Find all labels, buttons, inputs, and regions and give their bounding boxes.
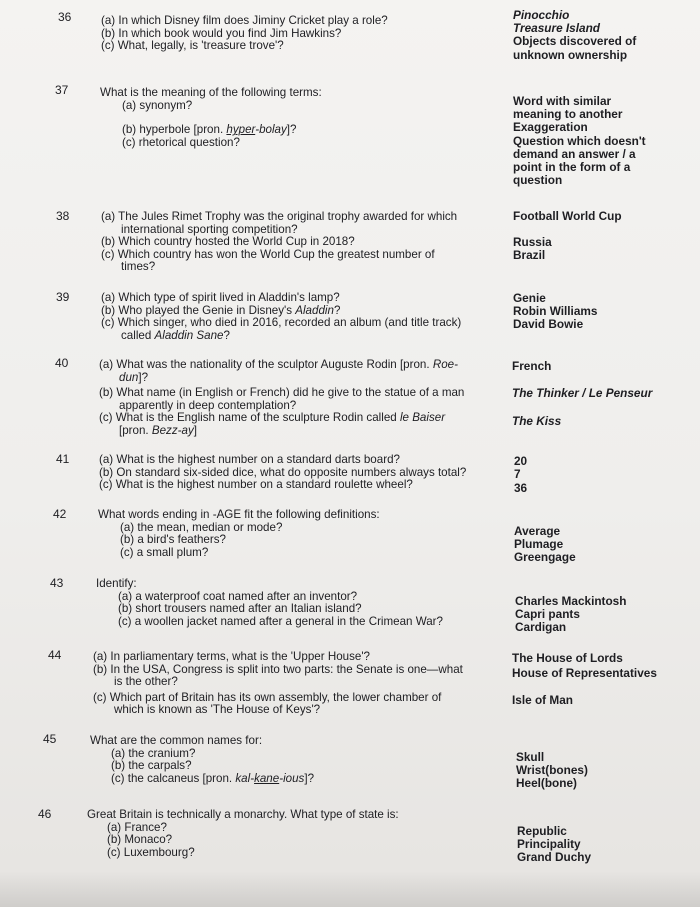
answer-block	[513, 292, 597, 332]
question-line: is the other?	[114, 675, 178, 689]
question-line: (a) the mean, median or mode?	[120, 520, 283, 534]
question-line: (a) a waterproof coat named after an inventor?	[118, 589, 358, 603]
answer-line: Russia	[513, 235, 552, 250]
question-line: (a) What was the nationality of the sculptor Auguste Rodin [pron. Roe-	[99, 358, 458, 371]
question-number: 36	[58, 10, 72, 24]
answer-line: Greengage	[514, 550, 576, 565]
answer-line: David Bowie	[513, 317, 584, 332]
question-text	[98, 509, 380, 559]
question-number: 37	[55, 83, 69, 97]
answer-line: Charles Mackintosh	[515, 594, 627, 608]
question-number: 45	[43, 732, 57, 746]
question-line: (a) Which type of spirit lived in Aladdin's lamp?	[101, 291, 340, 304]
question-line: (a) The Jules Rimet Trophy was the original trophy awarded for which	[101, 210, 458, 223]
question-text	[93, 651, 463, 717]
answer-line: meaning to another	[513, 107, 623, 122]
question-line: (b) Which country hosted the World Cup in 2018?	[101, 235, 355, 249]
answer-block	[513, 210, 622, 263]
answer-line: The Thinker / Le Penseur	[512, 386, 653, 401]
answer-line: French	[512, 359, 552, 373]
answer-line: Capri pants	[515, 607, 580, 622]
question-line: (c) rhetorical question?	[122, 135, 240, 149]
answer-line: Pinocchio	[513, 8, 570, 22]
question-line: (b) In which book would you find Jim Hawkins?	[101, 26, 342, 40]
question-line: (a) In which Disney film does Jiminy Cricket play a role?	[101, 14, 388, 27]
question-text	[90, 735, 314, 785]
answer-block	[512, 652, 657, 708]
question-line: What words ending in -AGE fit the following definitions:	[98, 508, 380, 521]
answer-line: Plumage	[514, 537, 564, 552]
question-text	[87, 809, 399, 859]
question-text	[101, 292, 461, 342]
answer-line: Genie	[513, 291, 546, 305]
question-line: which is known as 'The House of Keys'?	[114, 703, 321, 717]
answer-line: Grand Duchy	[517, 850, 592, 865]
answer-line: 20	[514, 454, 528, 468]
question-line: (c) a woollen jacket named after a general in the Crimean War?	[118, 614, 443, 628]
answer-line: point in the form of a	[513, 160, 631, 175]
question-line: times?	[121, 260, 156, 274]
answer-block	[512, 360, 652, 429]
question-line: [pron. Bezz-ay]	[119, 423, 197, 437]
question-line: (b) a bird's feathers?	[120, 533, 226, 547]
question-number: 38	[56, 209, 70, 223]
answer-line: 7	[514, 467, 521, 482]
answer-line: Cardigan	[515, 620, 567, 635]
answer-line: demand an answer / a	[513, 146, 636, 161]
question-line: (c) Which part of Britain has its own assembly, the lower chamber of	[93, 690, 442, 704]
answer-line: question	[513, 173, 563, 188]
answer-line: Treasure Island	[513, 21, 600, 36]
question-line: (b) the carpals?	[111, 759, 192, 773]
answer-line: Football World Cup	[513, 209, 622, 223]
answer-line: 36	[514, 481, 528, 496]
question-number: 39	[56, 290, 70, 304]
question-line: (a) What is the highest number on a standard darts board?	[99, 453, 400, 466]
question-line: (b) hyperbole [pron. hyper-bolay]?	[122, 123, 297, 137]
answer-line: Skull	[516, 750, 545, 764]
answer-line: The House of Lords	[512, 651, 623, 665]
answer-line: Question which doesn't	[513, 133, 646, 148]
question-line: (c) Luxembourg?	[107, 845, 195, 859]
answer-block	[515, 595, 626, 635]
question-line: (c) What is the highest number on a standard roulette wheel?	[99, 478, 413, 492]
question-text	[96, 578, 443, 628]
answer-block	[516, 751, 588, 791]
page-shadow	[0, 871, 700, 907]
question-line: (a) In parliamentary terms, what is the 'Upper House'?	[93, 650, 370, 663]
question-text	[99, 454, 466, 492]
question-line: international sporting competition?	[121, 222, 298, 236]
question-line: Great Britain is technically a monarchy. What type of state is:	[87, 808, 399, 821]
question-line: (c) What, legally, is 'treasure trove'?	[101, 39, 284, 53]
question-line: (b) In the USA, Congress is split into two parts: the Senate is one—what	[93, 662, 463, 676]
question-text	[99, 359, 464, 438]
question-number: 46	[38, 807, 52, 821]
question-line: Identify:	[96, 577, 137, 590]
answer-line: Average	[514, 524, 561, 538]
answer-line: Republic	[517, 824, 567, 838]
question-text	[101, 15, 388, 53]
question-line: (b) Who played the Genie in Disney's Aladdin?	[101, 303, 341, 317]
answer-line: Isle of Man	[512, 693, 573, 708]
answer-line: Word with similar	[513, 94, 612, 108]
question-line: called Aladdin Sane?	[121, 328, 230, 342]
answer-line: Wrist(bones)	[516, 763, 588, 778]
question-line: (c) What is the English name of the sculpture Rodin called le Baiser	[99, 411, 446, 425]
question-line: What are the common names for:	[90, 734, 263, 747]
answer-block	[514, 455, 527, 496]
question-line: (a) the cranium?	[111, 746, 196, 760]
question-line: (c) the calcaneus [pron. kal-kane-ious]?	[111, 771, 315, 785]
answer-block	[514, 525, 576, 565]
question-text	[100, 87, 322, 149]
question-number: 40	[55, 356, 69, 370]
question-number: 42	[53, 507, 67, 521]
question-line: (c) Which country has won the World Cup the greatest number of	[101, 247, 435, 261]
answer-block	[513, 95, 646, 187]
answer-line: Objects discovered of	[513, 34, 637, 49]
question-number: 43	[50, 576, 64, 590]
question-line: (a) France?	[107, 820, 167, 834]
question-line: (c) a small plum?	[120, 545, 209, 559]
answer-line: House of Representatives	[512, 666, 657, 681]
answer-line: Exaggeration	[513, 120, 588, 135]
question-line: (c) Which singer, who died in 2016, recorded an album (and title track)	[101, 316, 462, 330]
answer-block	[513, 9, 636, 62]
answer-line: Heel(bone)	[516, 776, 577, 791]
answer-line: Principality	[517, 837, 581, 852]
answer-block	[517, 825, 591, 865]
answer-line: unknown ownership	[513, 47, 628, 62]
question-line: (b) short trousers named after an Italian island?	[118, 602, 362, 616]
question-line: (b) What name (in English or French) did he give to the statue of a man	[99, 386, 465, 400]
question-line: (b) On standard six-sided dice, what do opposite numbers always total?	[99, 465, 467, 479]
question-number: 41	[56, 452, 70, 466]
question-line: dun]?	[119, 370, 149, 384]
question-line: (a) synonym?	[122, 98, 193, 112]
answer-line: Brazil	[513, 248, 546, 263]
question-line: apparently in deep contemplation?	[119, 398, 297, 412]
question-line: (b) Monaco?	[107, 833, 173, 847]
answer-line: The Kiss	[512, 414, 562, 429]
answer-line: Robin Williams	[513, 304, 598, 319]
question-number: 44	[48, 648, 62, 662]
question-text	[101, 211, 457, 274]
question-line: What is the meaning of the following terms:	[100, 86, 322, 99]
